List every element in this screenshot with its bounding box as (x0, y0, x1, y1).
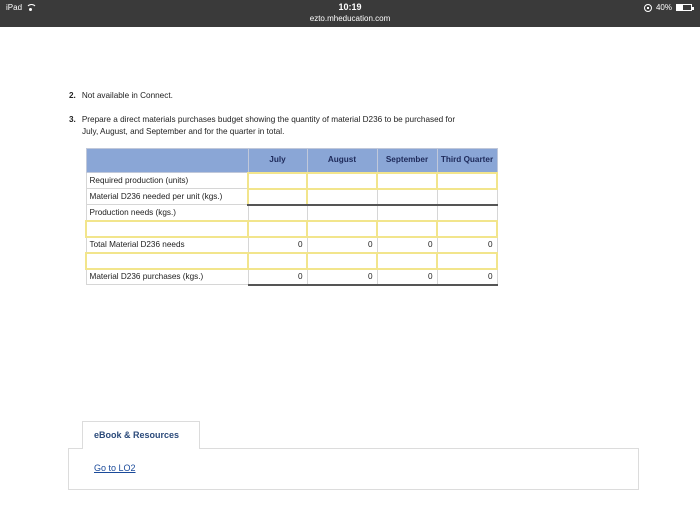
address-bar-url[interactable]: ezto.mheducation.com (309, 14, 391, 23)
header-july: July (248, 149, 307, 173)
value-total-needs-august: 0 (307, 237, 377, 253)
ebook-resources-panel (68, 448, 639, 490)
battery-fill (677, 5, 683, 10)
value-total-needs-september: 0 (377, 237, 437, 253)
input-blank-2-september[interactable] (377, 253, 437, 269)
input-label-blank-1[interactable] (86, 221, 248, 237)
input-label-blank-2[interactable] (86, 253, 248, 269)
value-purchases-august: 0 (307, 269, 377, 285)
table-row (86, 221, 497, 237)
input-required-production-quarter[interactable] (437, 173, 497, 189)
input-blank-1-august[interactable] (307, 221, 377, 237)
question-3-line-2: July, August, and September and for the quarter in total. (82, 127, 285, 136)
value-purchases-quarter: 0 (437, 269, 497, 285)
cell-material-per-unit-august (307, 189, 377, 205)
input-blank-2-july[interactable] (248, 253, 307, 269)
battery-tip (692, 7, 694, 10)
input-blank-2-quarter[interactable] (437, 253, 497, 269)
device-name: iPad (6, 3, 23, 12)
label-required-production: Required production (units) (86, 173, 248, 189)
header-blank (86, 149, 248, 173)
cell-material-per-unit-september (377, 189, 437, 205)
header-september: September (377, 149, 437, 173)
battery-icon (676, 4, 692, 11)
label-production-needs: Production needs (kgs.) (86, 205, 248, 221)
header-august: August (307, 149, 377, 173)
rotation-lock-icon (644, 4, 652, 12)
go-to-lo2-link[interactable]: Go to LO2 (94, 463, 136, 473)
battery-percent: 40% (655, 3, 672, 12)
purchases-budget-table (85, 148, 498, 286)
question-2 (69, 90, 173, 102)
table-row (86, 237, 497, 253)
label-purchases: Material D236 purchases (kgs.) (86, 269, 248, 285)
table-row (86, 173, 497, 189)
question-2-text: Not available in Connect. (81, 91, 173, 100)
table-row (86, 205, 497, 221)
cell-material-per-unit-quarter (437, 189, 497, 205)
value-total-needs-july: 0 (248, 237, 307, 253)
label-material-per-unit: Material D236 needed per unit (kgs.) (86, 189, 248, 205)
input-blank-1-quarter[interactable] (437, 221, 497, 237)
input-blank-2-august[interactable] (307, 253, 377, 269)
table-header-row (86, 149, 497, 173)
question-3-number: 3. (69, 115, 76, 124)
label-total-needs: Total Material D236 needs (86, 237, 248, 253)
table-row (86, 253, 497, 269)
ebook-resources-tab[interactable]: eBook & Resources (82, 421, 200, 449)
input-blank-1-september[interactable] (377, 221, 437, 237)
input-required-production-september[interactable] (377, 173, 437, 189)
cell-production-needs-september (377, 205, 437, 221)
browser-status-bar (0, 0, 700, 27)
input-required-production-july[interactable] (248, 173, 307, 189)
header-third-quarter: Third Quarter (437, 149, 497, 173)
input-material-per-unit-july[interactable] (248, 189, 307, 205)
table-row (86, 189, 497, 205)
cell-production-needs-august (307, 205, 377, 221)
value-purchases-september: 0 (377, 269, 437, 285)
question-2-number: 2. (69, 91, 76, 100)
table-row (86, 269, 497, 285)
cell-production-needs-quarter (437, 205, 497, 221)
input-required-production-august[interactable] (307, 173, 377, 189)
value-purchases-july: 0 (248, 269, 307, 285)
question-3 (69, 114, 519, 138)
question-3-line-1: Prepare a direct materials purchases budget showing the quantity of material D236 to be purchased for (81, 115, 456, 124)
value-total-needs-quarter: 0 (437, 237, 497, 253)
status-right (644, 3, 692, 12)
cell-production-needs-july (248, 205, 307, 221)
input-blank-1-july[interactable] (248, 221, 307, 237)
status-time: 10:19 (338, 2, 362, 12)
